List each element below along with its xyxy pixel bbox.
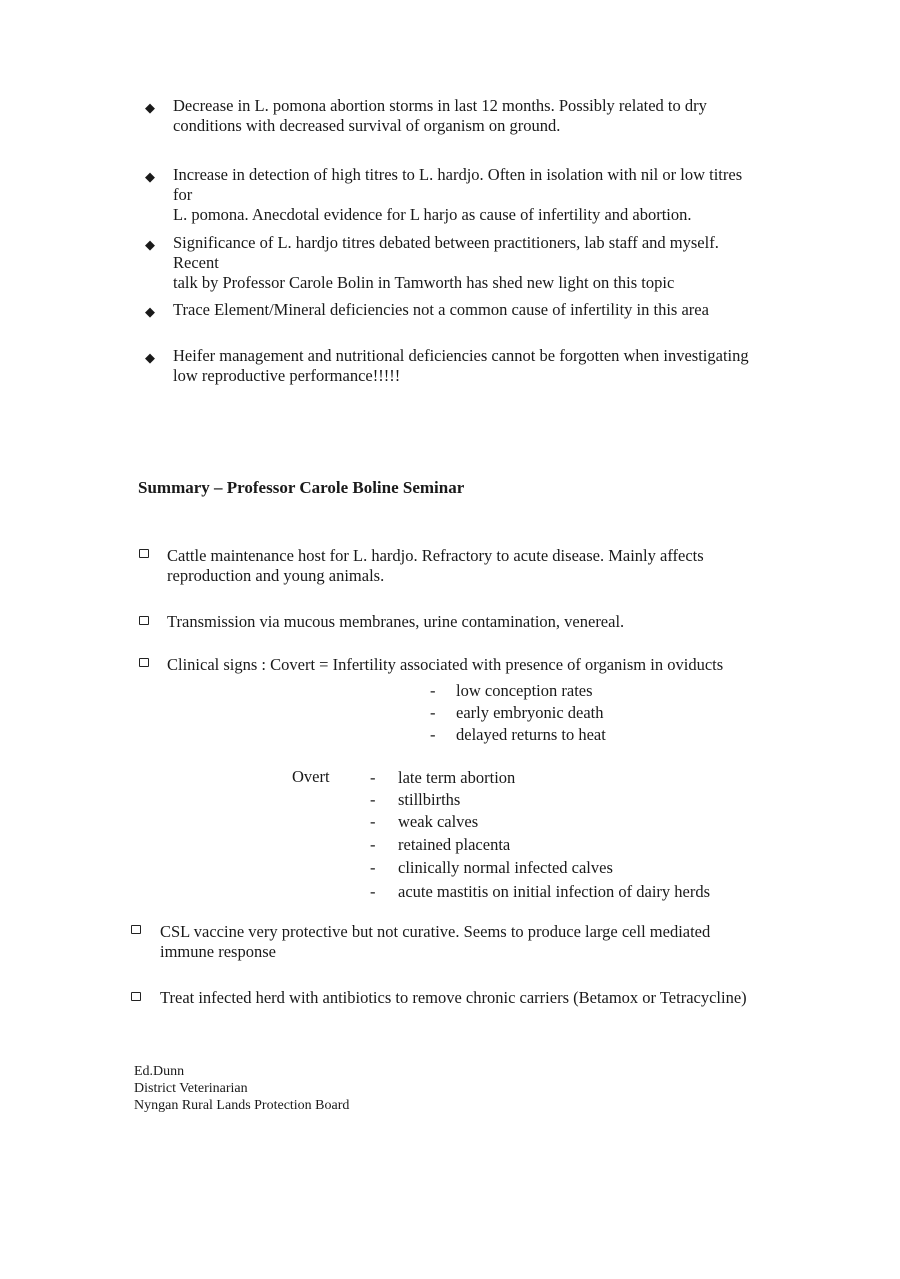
- overt-text: retained placenta: [398, 835, 511, 854]
- summary-item: [160, 988, 890, 1008]
- signature-org: Nyngan Rural Lands Protection Board: [134, 1098, 350, 1113]
- overt-text: acute mastitis on initial infection of dairy herds: [398, 882, 711, 901]
- overt-text: weak calves: [398, 812, 479, 831]
- bullet-line: talk by Professor Carole Bolin in Tamworth has shed new light on this topic: [173, 273, 675, 292]
- overt-text: clinically normal infected calves: [398, 858, 613, 877]
- covert-list-item: [430, 681, 593, 701]
- square-bullet-icon: [139, 616, 149, 625]
- covert-list-item: [430, 725, 606, 745]
- overt-text: stillbirths: [398, 790, 461, 809]
- covert-text: low conception rates: [456, 681, 593, 700]
- dash: -: [430, 681, 436, 700]
- covert-list-item: [430, 703, 604, 723]
- overt-list-item: [370, 790, 461, 810]
- overt-text: late term abortion: [398, 768, 516, 787]
- signature-name: Ed.Dunn: [134, 1064, 185, 1079]
- overt-list-item: [370, 812, 479, 832]
- overt-list-item: [370, 882, 711, 902]
- dash: -: [370, 768, 376, 787]
- dash: -: [430, 703, 436, 722]
- diamond-bullet-icon: ◆: [145, 304, 155, 319]
- summary-line: Cattle maintenance host for L. hardjo. Refractory to acute disease. Mainly affects: [167, 546, 704, 565]
- summary-line: Treat infected herd with antibiotics to remove chronic carriers (Betamox or Tetracycline): [160, 988, 747, 1007]
- overt-list-item: [370, 835, 511, 855]
- summary-item: [167, 655, 877, 675]
- covert-text: delayed returns to heat: [456, 725, 606, 744]
- overt-label: Overt: [292, 767, 330, 786]
- summary-line: immune response: [160, 942, 276, 961]
- signature-title: District Veterinarian: [134, 1081, 248, 1096]
- dash: -: [370, 858, 376, 877]
- summary-item: [167, 612, 867, 632]
- square-bullet-icon: [131, 992, 141, 1001]
- summary-line: Clinical signs : Covert = Infertility associated with presence of organism in oviducts: [167, 655, 724, 674]
- square-bullet-icon: [139, 658, 149, 667]
- summary-heading: Summary – Professor Carole Boline Seminar: [138, 478, 465, 497]
- dash: -: [370, 790, 376, 809]
- diamond-bullet-icon: ◆: [145, 100, 155, 115]
- bullet-line: Trace Element/Mineral deficiencies not a common cause of infertility in this area: [173, 300, 709, 319]
- bullet-line: L. pomona. Anecdotal evidence for L harjo as cause of infertility and abortion.: [173, 205, 692, 224]
- bullet-line: Significance of L. hardjo titres debated between practitioners, lab staff and myself. Recent: [173, 233, 719, 272]
- dash: -: [370, 882, 376, 901]
- dash: -: [370, 812, 376, 831]
- dash: -: [370, 835, 376, 854]
- diamond-bullet-icon: ◆: [145, 350, 155, 365]
- covert-text: early embryonic death: [456, 703, 604, 722]
- square-bullet-icon: [139, 549, 149, 558]
- summary-line: reproduction and young animals.: [167, 566, 385, 585]
- summary-item: [160, 922, 880, 962]
- bullet-line: Decrease in L. pomona abortion storms in last 12 months. Possibly related to dry: [173, 96, 707, 115]
- dash: -: [430, 725, 436, 744]
- summary-line: CSL vaccine very protective but not curative. Seems to produce large cell mediated: [160, 922, 711, 941]
- bullet-line: Increase in detection of high titres to L. hardjo. Often in isolation with nil or low titres for: [173, 165, 743, 204]
- bullet-line: low reproductive performance!!!!!: [173, 366, 401, 385]
- overt-list-item: [370, 768, 516, 788]
- bullet-line: Heifer management and nutritional deficiencies cannot be forgotten when investigating: [173, 346, 749, 365]
- summary-item: [167, 546, 867, 586]
- summary-line: Transmission via mucous membranes, urine contamination, venereal.: [167, 612, 625, 631]
- diamond-bullet-icon: ◆: [145, 169, 155, 184]
- bullet-line: conditions with decreased survival of organism on ground.: [173, 116, 561, 135]
- overt-list-item: [370, 858, 613, 878]
- diamond-bullet-icon: ◆: [145, 237, 155, 252]
- square-bullet-icon: [131, 925, 141, 934]
